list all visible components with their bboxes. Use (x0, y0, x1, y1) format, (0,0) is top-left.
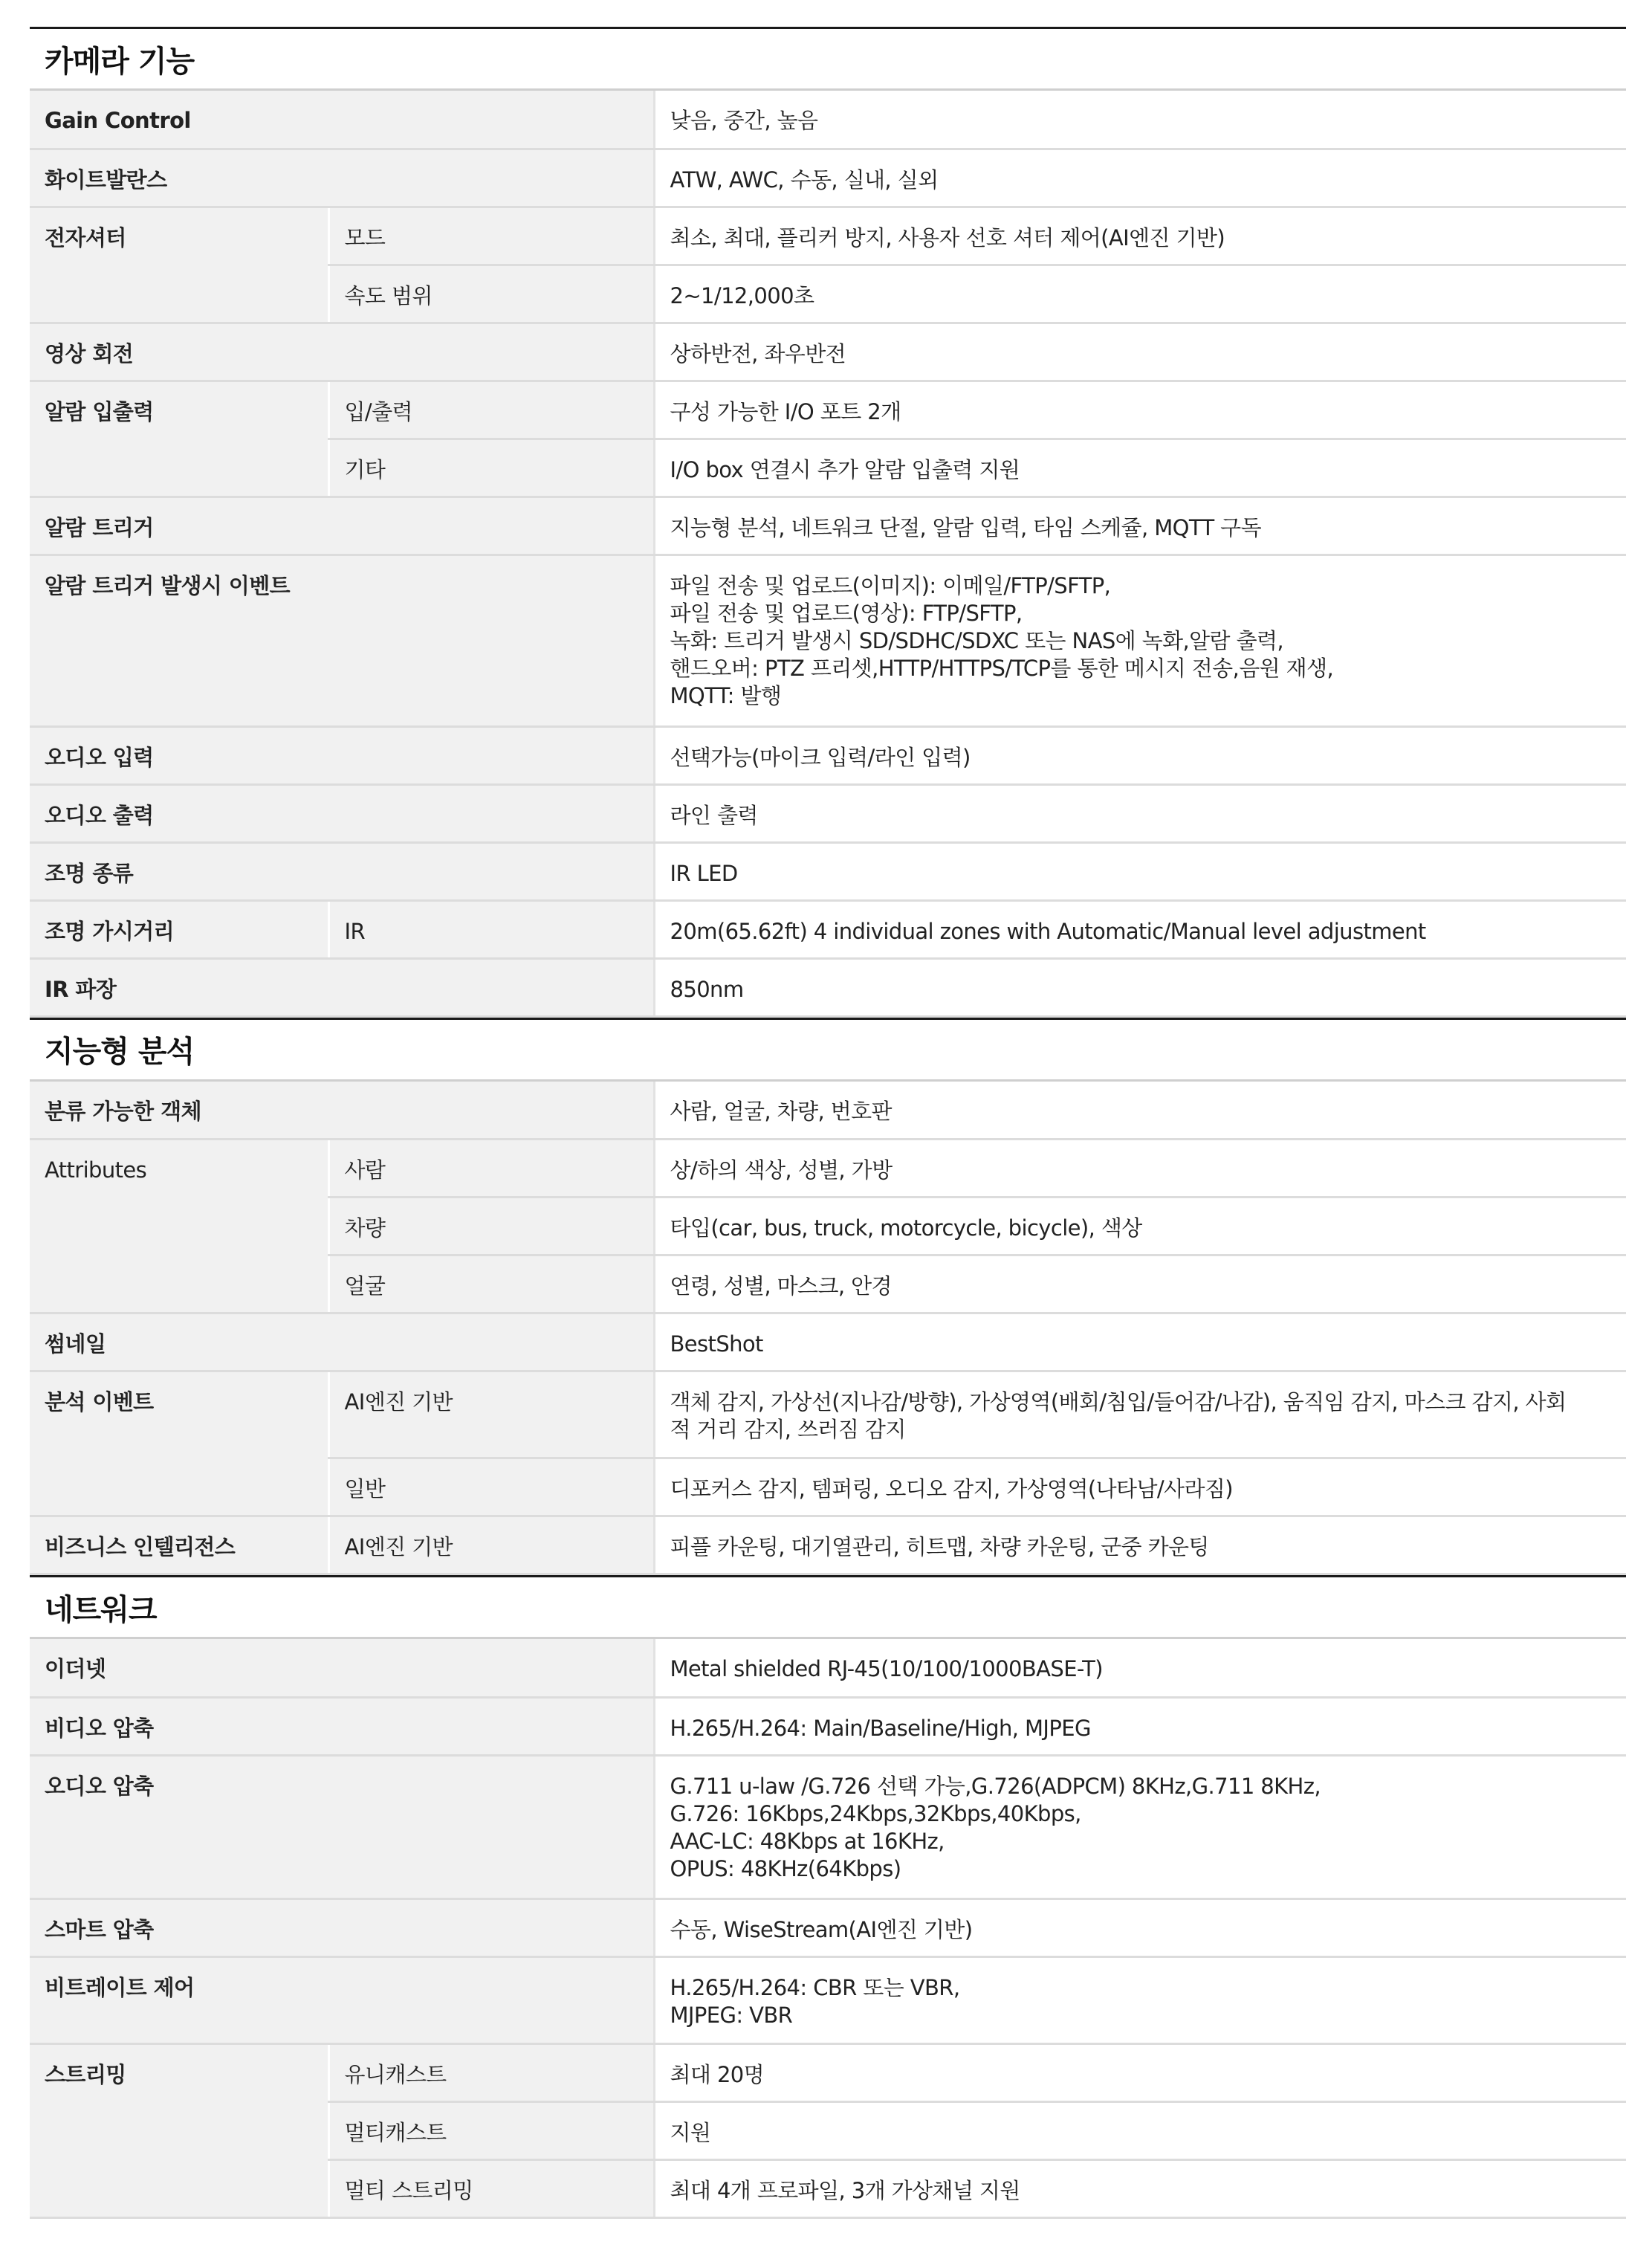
spec-label: Attributes (30, 1140, 328, 1313)
spec-sublabel: IR (328, 900, 654, 958)
spec-value: G.711 u-law /G.726 선택 가능,G.726(ADPCM) 8KHz,G.711 8KHz, G.726: 16Kbps,24Kbps,32Kbps,40Kbps, AAC-LC: 48Kbps at 16KHz, OPUS: 48KHz(64Kbps) (654, 1755, 1626, 1898)
spec-value: 타입(car, bus, truck, motorcycle, bicycle), 색상 (654, 1198, 1626, 1255)
spec-value: 수동, WiseStream(AI엔진 기반) (654, 1898, 1626, 1956)
spec-value: 2~1/12,000초 (654, 265, 1626, 323)
spec-value: 피플 카운팅, 대기열관리, 히트맵, 차량 카운팅, 군중 카운팅 (654, 1516, 1626, 1574)
spec-label: 알람 트리거 (30, 497, 654, 555)
section-header-analytics (30, 1018, 1626, 1082)
table-row (30, 1639, 1626, 1697)
spec-label: 스트리밍 (30, 2043, 328, 2217)
section-title: 네트워크 (45, 1592, 157, 1627)
spec-label: 분류 가능한 객체 (30, 1082, 654, 1140)
table-row (30, 958, 1626, 1016)
spec-value: H.265/H.264: CBR 또는 VBR, MJPEG: VBR (654, 1956, 1626, 2043)
spec-sublabel: 멀티 스트리밍 (328, 2159, 654, 2217)
spec-label: 영상 회전 (30, 323, 654, 381)
spec-label: IR 파장 (30, 958, 654, 1016)
spec-label: 조명 종류 (30, 842, 654, 900)
spec-label: 스마트 압축 (30, 1898, 654, 1956)
spec-value: 상하반전, 좌우반전 (654, 323, 1626, 381)
spec-label: 분석 이벤트 (30, 1371, 328, 1516)
table-row (30, 726, 1626, 784)
spec-label: 비디오 압축 (30, 1697, 654, 1755)
spec-value: 최소, 최대, 플리커 방지, 사용자 선호 셔터 제어(AI엔진 기반) (654, 207, 1626, 265)
spec-sublabel: 속도 범위 (328, 265, 654, 323)
section-header-network (30, 1575, 1626, 1639)
table-row (30, 1898, 1626, 1956)
spec-label: 이더넷 (30, 1639, 654, 1697)
spec-value: 850nm (654, 958, 1626, 1016)
table-row (30, 1371, 1626, 1458)
spec-value: 최대 20명 (654, 2043, 1626, 2101)
spec-value: 사람, 얼굴, 차량, 번호판 (654, 1082, 1626, 1140)
spec-value: 라인 출력 (654, 784, 1626, 842)
table-row (30, 1697, 1626, 1755)
spec-value: 낮음, 중간, 높음 (654, 91, 1626, 149)
spec-label: 비즈니스 인텔리전스 (30, 1516, 328, 1574)
spec-label: 오디오 압축 (30, 1755, 654, 1898)
spec-sublabel: 기타 (328, 439, 654, 497)
spec-value: IR LED (654, 842, 1626, 900)
spec-sublabel: AI엔진 기반 (328, 1516, 654, 1574)
spec-value: 선택가능(마이크 입력/라인 입력) (654, 726, 1626, 784)
spec-sublabel: 모드 (328, 207, 654, 265)
section-header-camera (30, 27, 1626, 91)
spec-label: 화이트발란스 (30, 149, 654, 207)
table-row (30, 2043, 1626, 2101)
spec-value: 상/하의 색상, 성별, 가방 (654, 1140, 1626, 1198)
table-row (30, 900, 1626, 958)
spec-label: 알람 트리거 발생시 이벤트 (30, 555, 654, 726)
spec-value: H.265/H.264: Main/Baseline/High, MJPEG (654, 1697, 1626, 1755)
spec-value: I/O box 연결시 추가 알람 입출력 지원 (654, 439, 1626, 497)
spec-value: 연령, 성별, 마스크, 안경 (654, 1255, 1626, 1313)
spec-sublabel: AI엔진 기반 (328, 1371, 654, 1458)
table-row (30, 1516, 1626, 1574)
spec-table-analytics (30, 1082, 1626, 1576)
spec-sublabel: 사람 (328, 1140, 654, 1198)
table-row (30, 1082, 1626, 1140)
spec-value: 객체 감지, 가상선(지나감/방향), 가상영역(배회/침입/들어감/나감), 움직임 감지, 마스크 감지, 사회 적 거리 감지, 쓰러짐 감지 (654, 1371, 1626, 1458)
table-row (30, 1956, 1626, 2043)
spec-label: 오디오 입력 (30, 726, 654, 784)
table-row (30, 207, 1626, 265)
spec-value: 지능형 분석, 네트워크 단절, 알람 입력, 타임 스케쥴, MQTT 구독 (654, 497, 1626, 555)
spec-value: ATW, AWC, 수동, 실내, 실외 (654, 149, 1626, 207)
spec-label: 오디오 출력 (30, 784, 654, 842)
spec-sublabel: 차량 (328, 1198, 654, 1255)
spec-sublabel: 멀티캐스트 (328, 2101, 654, 2159)
spec-label: 썸네일 (30, 1313, 654, 1371)
spec-value: BestShot (654, 1313, 1626, 1371)
spec-value: 지원 (654, 2101, 1626, 2159)
spec-value: 구성 가능한 I/O 포트 2개 (654, 381, 1626, 439)
spec-label: Gain Control (30, 91, 654, 149)
spec-value: 최대 4개 프로파일, 3개 가상채널 지원 (654, 2159, 1626, 2217)
section-title: 지능형 분석 (45, 1035, 195, 1069)
spec-sublabel: 일반 (328, 1458, 654, 1516)
table-row (30, 323, 1626, 381)
spec-value: Metal shielded RJ-45(10/100/1000BASE-T) (654, 1639, 1626, 1697)
table-row (30, 555, 1626, 726)
spec-sublabel: 입/출력 (328, 381, 654, 439)
spec-sublabel: 얼굴 (328, 1255, 654, 1313)
spec-label: 알람 입출력 (30, 381, 328, 497)
section-title: 카메라 기능 (45, 44, 195, 79)
spec-value: 파일 전송 및 업로드(이미지): 이메일/FTP/SFTP, 파일 전송 및 업로드(영상): FTP/SFTP, 녹화: 트리거 발생시 SD/SDHC/SDXC 또는 NAS에 녹화,알람 출력, 핸드오버: PTZ 프리셋,HTTP/HTTPS/TCP를 통한 메시지 전송,음원 재생, MQTT: 발행 (654, 555, 1626, 726)
table-row (30, 149, 1626, 207)
table-row (30, 784, 1626, 842)
table-row (30, 1755, 1626, 1898)
spec-label: 전자셔터 (30, 207, 328, 323)
spec-value: 20m(65.62ft) 4 individual zones with Automatic/Manual level adjustment (654, 900, 1626, 958)
spec-value: 디포커스 감지, 템퍼링, 오디오 감지, 가상영역(나타남/사라짐) (654, 1458, 1626, 1516)
table-row (30, 1140, 1626, 1198)
spec-table-camera (30, 91, 1626, 1018)
table-row (30, 842, 1626, 900)
spec-label: 조명 가시거리 (30, 900, 328, 958)
table-row (30, 91, 1626, 149)
table-row (30, 497, 1626, 555)
spec-label: 비트레이트 제어 (30, 1956, 654, 2043)
spec-table-network (30, 1639, 1626, 2219)
spec-document (30, 27, 1626, 2219)
table-row (30, 1313, 1626, 1371)
table-row (30, 381, 1626, 439)
spec-sublabel: 유니캐스트 (328, 2043, 654, 2101)
